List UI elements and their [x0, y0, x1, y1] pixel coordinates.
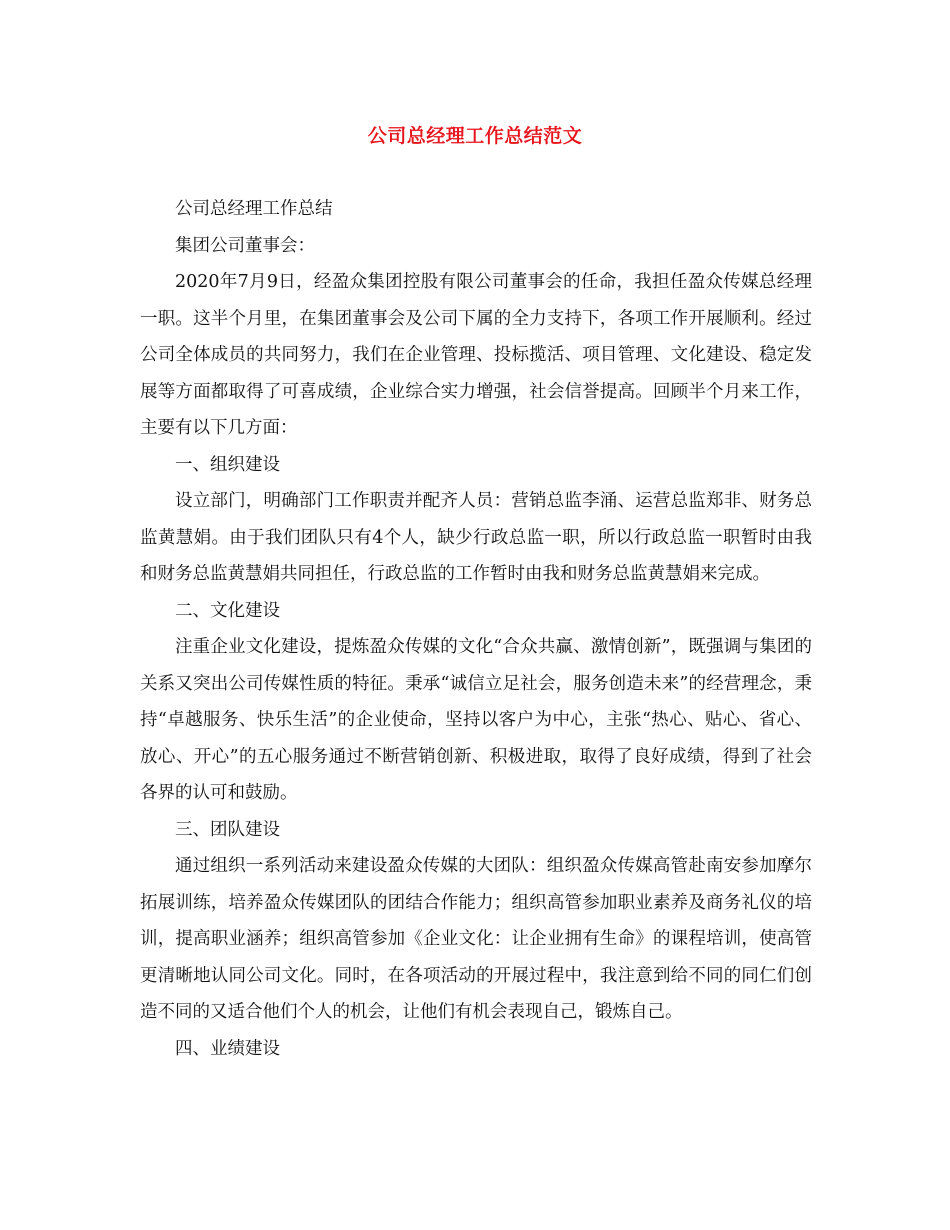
paragraph-culture: 注重企业文化建设，提炼盈众传媒的文化“合众共赢、激情创新”，既强调与集团的关系又突出公司传媒性质的特征。秉承“诚信立足社会，服务创造未来”的经营理念，秉持“卓越服务、快乐生活”的企业使命，坚持以客户为中心，主张“热心、贴心、省心、放心、开心”的五心服务通过不断营销创新、积极进取，取得了良好成绩，得到了社会各界的认可和鼓励。 — [140, 637, 812, 803]
section-heading-performance: 四、业绩建设 — [175, 1038, 280, 1059]
document-title: 公司总经理工作总结范文 — [367, 125, 583, 147]
section-heading-team: 三、团队建设 — [175, 819, 280, 840]
document-body — [140, 191, 812, 1067]
section-heading-culture: 二、文化建设 — [175, 600, 280, 621]
paragraph-salutation: 集团公司董事会： — [175, 235, 315, 256]
paragraph-team: 通过组织一系列活动来建设盈众传媒的大团队：组织盈众传媒高管赴南安参加摩尔拓展训练，培养盈众传媒团队的团结合作能力；组织高管参加职业素养及商务礼仪的培训，提高职业涵养；组织高管参加《企业文化：让企业拥有生命》的课程培训，使高管更清晰地认同公司文化。同时，在各项活动的开展过程中，我注意到给不同的同仁们创造不同的又适合他们个人的机会，让他们有机会表现自己，锻炼自己。 — [140, 856, 812, 1022]
paragraph-heading-summary: 公司总经理工作总结 — [175, 199, 333, 219]
paragraph-intro: 2020年7月9日，经盈众集团控股有限公司董事会的任命，我担任盈众传媒总经理一职。这半个月里，在集团董事会及公司下属的全力支持下，各项工作开展顺利。经过公司全体成员的共同努力，我们在企业管理、投标揽活、项目管理、文化建设、稳定发展等方面都取得了可喜成绩，企业综合实力增强，社会信誉提高。回顾半个月来工作，主要有以下几方面： — [140, 272, 812, 438]
section-heading-organization: 一、组织建设 — [175, 454, 280, 475]
paragraph-organization: 设立部门，明确部门工作职责并配齐人员：营销总监李涌、运营总监郑非、财务总监黄慧娟。由于我们团队只有4个人，缺少行政总监一职，所以行政总监一职暂时由我和财务总监黄慧娟共同担任，行政总监的工作暂时由我和财务总监黄慧娟来完成。 — [140, 491, 812, 584]
